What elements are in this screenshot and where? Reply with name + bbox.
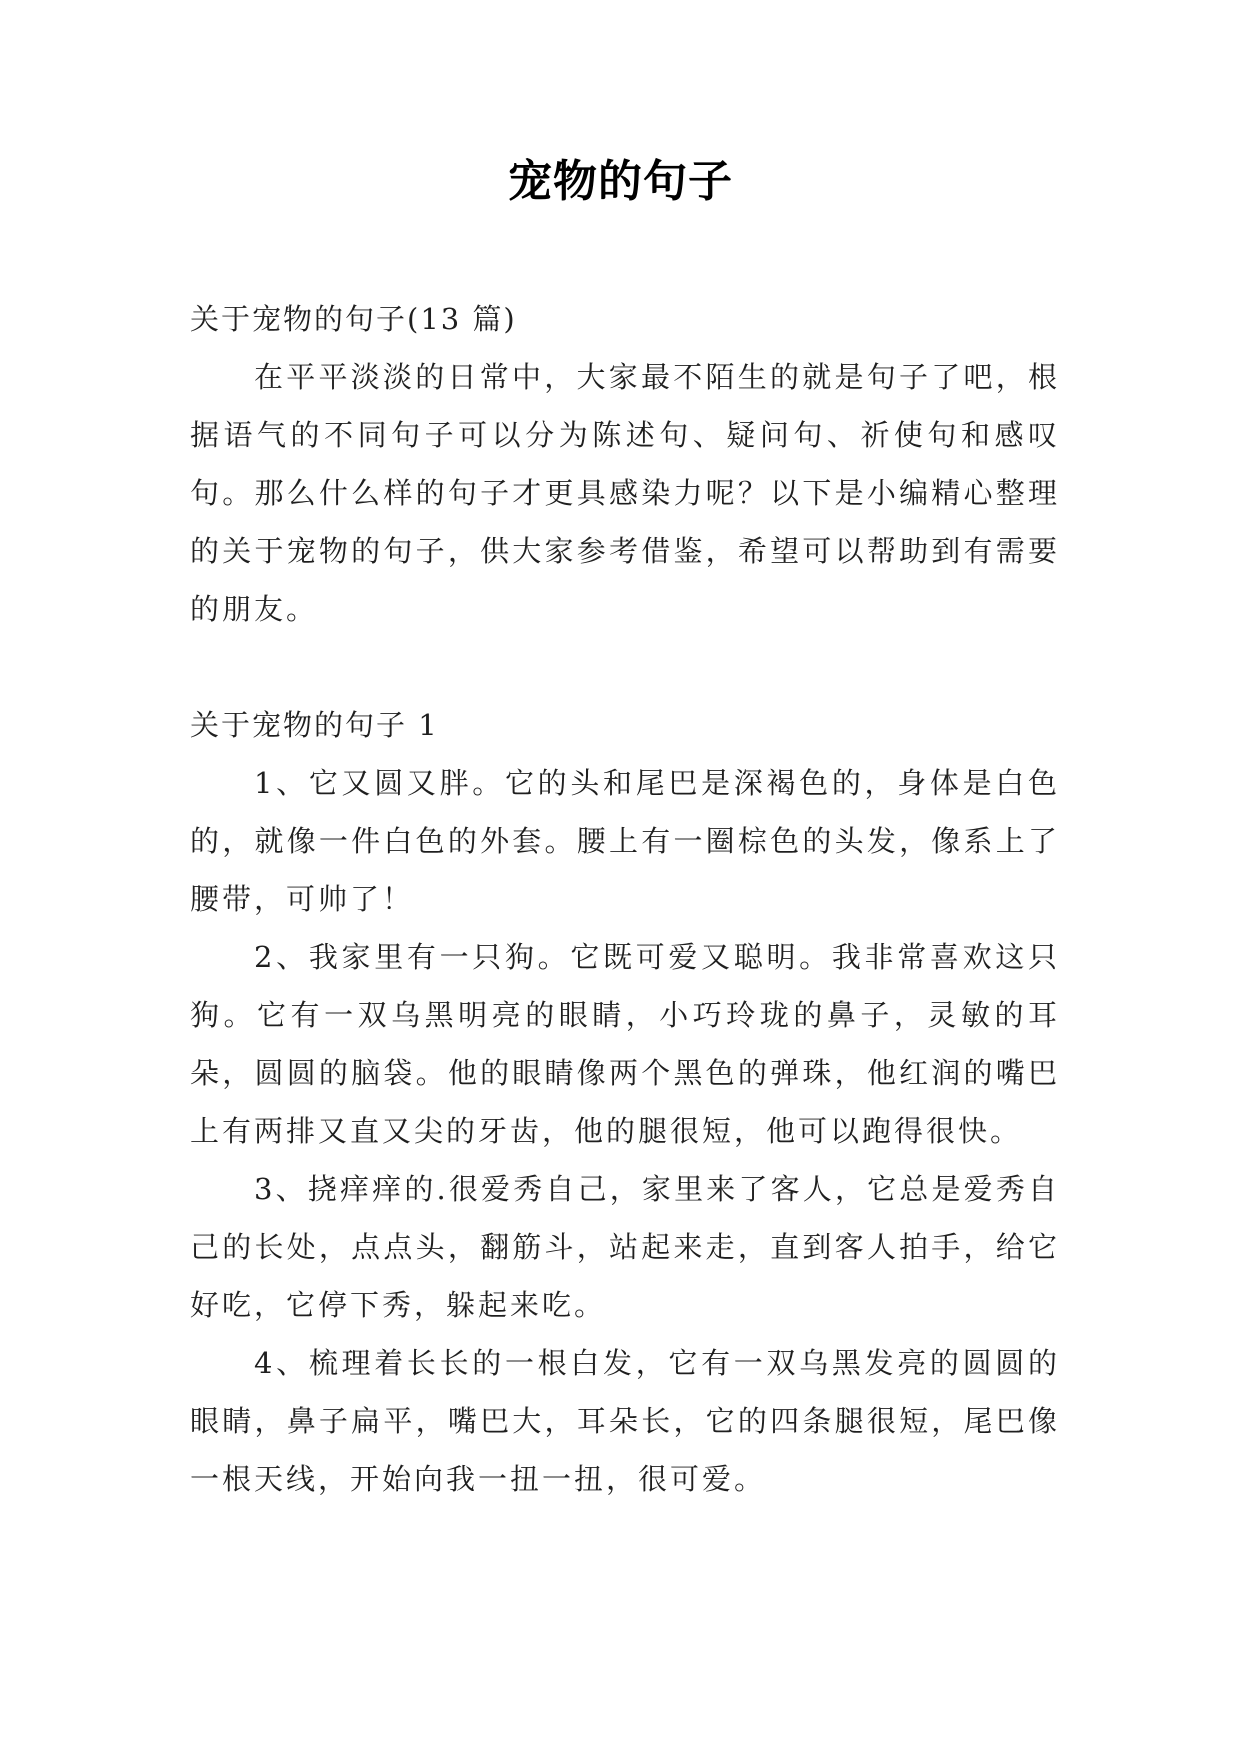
list-item: 3、挠痒痒的.很爱秀自己，家里来了客人，它总是爱秀自己的长处，点点头，翻筋斗，站起来走，直到客人拍手，给它好吃，它停下秀，躲起来吃。 [190, 1172, 1060, 1322]
document-heading: 关于宠物的句子(13 篇) [190, 302, 517, 336]
intro-paragraph: 在平平淡淡的日常中，大家最不陌生的就是句子了吧，根据语气的不同句子可以分为陈述句、疑问句、祈使句和感叹句。那么什么样的句子才更具感染力呢？以下是小编精心整理的关于宠物的句子，供大家参考借鉴，希望可以帮助到有需要的朋友。 [190, 360, 1060, 626]
section-title: 关于宠物的句子 1 [190, 708, 439, 742]
list-item: 4、梳理着长长的一根白发，它有一双乌黑发亮的圆圆的眼睛，鼻子扁平，嘴巴大，耳朵长，它的四条腿很短，尾巴像一根天线，开始向我一扭一扭，很可爱。 [190, 1346, 1060, 1496]
document-body [190, 290, 1060, 1508]
paragraph-spacer [190, 638, 1060, 696]
list-item: 2、我家里有一只狗。它既可爱又聪明。我非常喜欢这只狗。它有一双乌黑明亮的眼睛，小巧玲珑的鼻子，灵敏的耳朵，圆圆的脑袋。他的眼睛像两个黑色的弹珠，他红润的嘴巴上有两排又直又尖的牙齿，他的腿很短，他可以跑得很快。 [190, 940, 1060, 1148]
document-title: 宠物的句子 [508, 156, 733, 207]
list-item: 1、它又圆又胖。它的头和尾巴是深褐色的，身体是白色的，就像一件白色的外套。腰上有一圈棕色的头发，像系上了腰带，可帅了！ [190, 766, 1060, 916]
